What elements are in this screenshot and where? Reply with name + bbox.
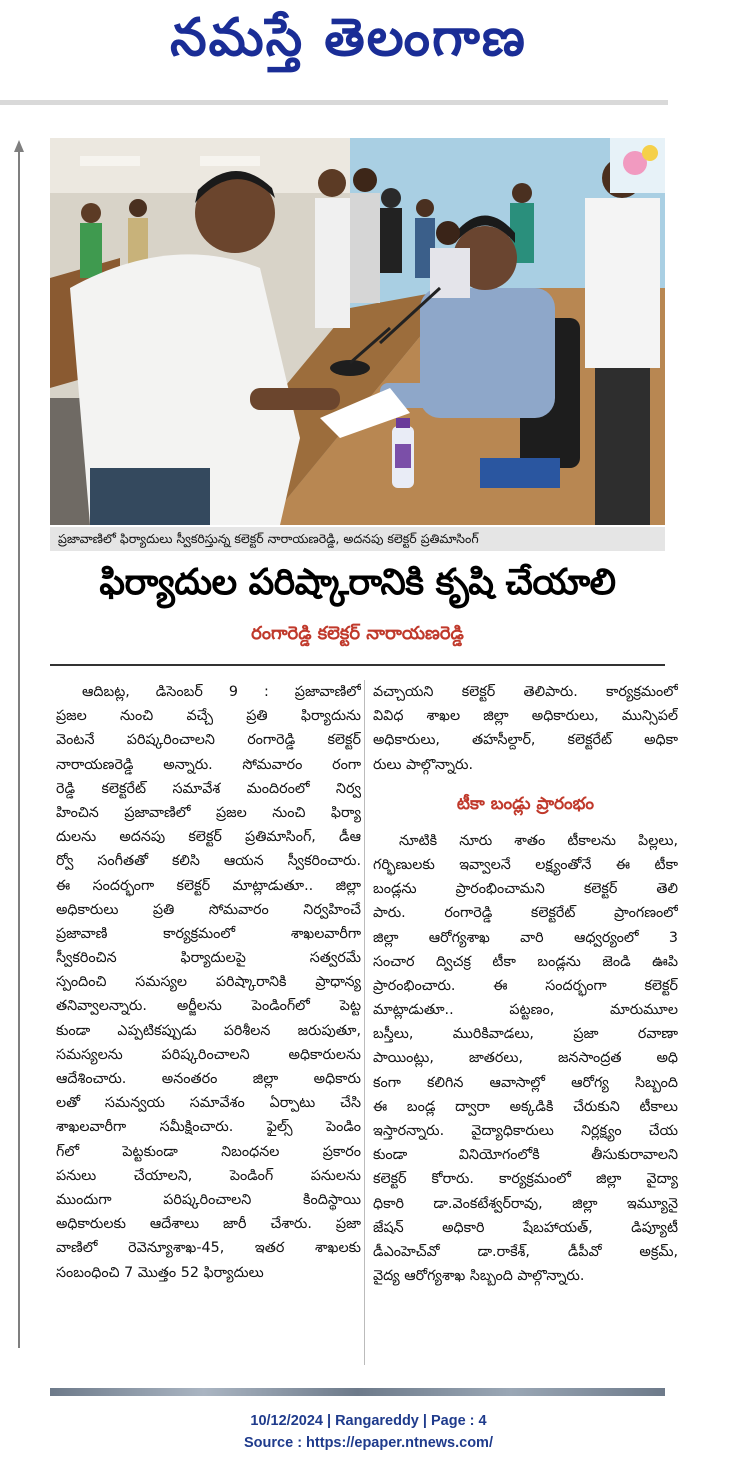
article-line: కంగా కలిగిన ఆవాసాల్లో ఆరోగ్య సిబ్బంది (373, 1074, 678, 1091)
article-line: హించిన ప్రజావాణిలో ప్రజల నుంచి ఫిర్యా (56, 804, 361, 821)
article-line: గర్భిణులకు ఇవ్వాలనే లక్ష్యంతోనే ఈ టీకా (373, 856, 678, 873)
article-line: వైద్య ఆరోగ్యశాఖ సిబ్బంది పాల్గొన్నారు. (373, 1268, 585, 1285)
newspaper-logo: నమస్తే తెలంగాణ (170, 7, 527, 68)
article-headline: ఫిర్యాదుల పరిష్కారానికి కృషి చేయాలి (99, 562, 616, 603)
article-line: ఆదిబట్ల, డిసెంబర్ 9 : ప్రజావాణిలో (82, 684, 361, 700)
article-line: కుండా వినియోగంలోకి తీసుకురావాలని (373, 1147, 678, 1164)
article-line: వివిధ శాఖల జిల్లా అధికారులు, మున్సిపల్ (373, 708, 678, 725)
article-line: ధికారి డా.వెంకటేశ్వర్‌రావు, జిల్లా ఇమ్యూనై (373, 1195, 678, 1212)
masthead-rule (0, 100, 668, 105)
article-left-column (56, 680, 361, 1285)
article-line: మాట్లాడుతూ.. పట్టణం, మారుమూల (373, 1002, 678, 1019)
article-line: బండ్లను ప్రారంభించామని కలెక్టర్ తెలి (373, 881, 678, 898)
article-line: గ్‌లో పెట్టకుండా నిబంధనల ప్రకారం (56, 1143, 361, 1160)
article-line: ఆదేశించారు. అనంతరం జిల్లా అధికారు (56, 1071, 361, 1087)
page-footer (0, 1410, 737, 1454)
bottom-image-strip (50, 1388, 665, 1396)
article-line: దులను అదనపు కలెక్టర్ ప్రతిమాసింగ్, డీఆ (56, 829, 361, 846)
article-line: అధికారులకు ఆదేశాలు జారీ చేశారు. ప్రజా (56, 1216, 361, 1233)
column-divider (364, 680, 365, 1365)
photo-caption: ప్రజావాణిలో ఫిర్యాదులు స్వీకరిస్తున్న కలెక్టర్ నారాయణరెడ్డి, అదనపు కలెక్టర్ ప్రతిమాసింగ్ (50, 527, 665, 551)
article-line: పారు. రంగారెడ్డి కలెక్టరేట్ ప్రాంగణంలో (373, 905, 678, 922)
article-line: రెడ్డి కలెక్టరేట్ సమావేశ మందిరంలో నిర్వ (56, 780, 361, 797)
article-subheadline: రంగారెడ్డి కలెక్టర్ నారాయణరెడ్డి (251, 623, 464, 644)
article-line: ముందుగా పరిష్కరించాలని కిందిస్థాయి (56, 1191, 361, 1208)
article-line: నూటికి నూరు శాతం టీకాలను పిల్లలు, (399, 832, 678, 849)
article-line: కుండా ఎప్పటికప్పుడు పరిశీలన జరుపుతూ, (56, 1022, 361, 1039)
article-line: శాఖలవారీగా సమీక్షించారు. ఫైల్స్ పెండిం (56, 1119, 361, 1136)
article-line: ఇస్తారన్నారు. వైద్యాధికారులు నిర్లక్ష్యం చేయ (373, 1123, 678, 1139)
article-right-column (373, 680, 678, 1288)
article-line: రులు పాల్గొన్నారు. (373, 756, 474, 773)
article-line: వచ్చాయని కలెక్టర్ తెలిపారు. కార్యక్రమంలో (373, 684, 678, 700)
article-line: సంబంధించి 7 మొత్తం 52 ఫిర్యాదులు (56, 1264, 264, 1281)
article-line: ఈ బండ్ల ద్వారా అక్కడికి చేరుకుని టీకాలు (373, 1098, 678, 1115)
article-line: ఈ సందర్భంగా కలెక్టర్ మాట్లాడుతూ.. జిల్లా (56, 877, 361, 894)
article-line: పాయింట్లు, జాతరలు, జనసాంద్రత అధి (373, 1050, 678, 1067)
article-line: డీఎంహెచ్‌వో డా.రాకేశ్, డీపీవో అక్రమ్, (373, 1243, 678, 1260)
article-line: అధికారులు ప్రతి సోమవారం నిర్వహించే (56, 901, 361, 918)
article-line: జేషన్ అధికారి షేబహాయత్, డిప్యూటీ (373, 1219, 678, 1236)
article-line: తనివ్వాలన్నారు. అర్జీలను పెండింగ్‌లో పెట్ట (56, 998, 361, 1015)
footer-source: Source : https://epaper.ntnews.com/ (244, 1435, 493, 1451)
article-line: స్వీకరించిన ఫిర్యాదులపై సత్వరమే (56, 950, 361, 967)
article-line: ప్రజావాణి కార్యక్రమంలో శాఖలవారీగా (56, 925, 361, 942)
article-line: ర్వో సంగీతతో కలిసి ఆయన స్వీకరించారు. (56, 853, 361, 870)
article-line: స్పందించి సమస్యల పరిష్కారానికి ప్రాధాన్య (56, 974, 361, 991)
article-line: బస్తీలు, మురికివాడలు, ప్రజా రవాణా (373, 1026, 678, 1043)
article-line: కలెక్టర్ కోరారు. కార్యక్రమంలో జిల్లా వైద్యా (373, 1171, 678, 1188)
article-line: ప్రజల నుంచి వచ్చే ప్రతి ఫిర్యాదును (56, 708, 361, 725)
masthead (0, 0, 737, 100)
article-line: లతో సమన్వయ సమావేశం ఏర్పాటు చేసి (56, 1095, 361, 1112)
article-line: నారాయణరెడ్డి అన్నారు. సోమవారం రంగా (56, 756, 361, 773)
news-photo (50, 138, 665, 525)
article-line: వాణిలో రెవెన్యూశాఖ-45, ఇతర శాఖలకు (56, 1240, 361, 1257)
footer-date-edition: 10/12/2024 | Rangareddy | Page : 4 (250, 1413, 487, 1429)
article-line: ప్రారంభించారు. ఈ సందర్భంగా కలెక్టర్ (373, 977, 678, 994)
article-line: పనులు చేయాలని, పెండింగ్ పనులను (56, 1167, 361, 1184)
article-line: సంచార ద్విచక్ర టీకా బండ్లను జెండి ఊపి (373, 953, 678, 970)
headline-rule (50, 664, 665, 666)
article-line: అధికారులు, తహసీల్దార్, కలెక్టరేట్ అధికా (373, 732, 678, 749)
scroll-arrow-icon (14, 140, 24, 1350)
second-subheading: టీకా బండ్లు ప్రారంభం (456, 793, 595, 814)
article-line: జిల్లా ఆరోగ్యశాఖ వారి ఆధ్వర్యంలో 3 (373, 929, 678, 946)
article-line: వెంటనే పరిష్కరించాలని రంగారెడ్డి కలెక్టర్ (56, 732, 361, 749)
article-line: సమస్యలను పరిష్కరించాలని అధికారులను (56, 1046, 361, 1063)
